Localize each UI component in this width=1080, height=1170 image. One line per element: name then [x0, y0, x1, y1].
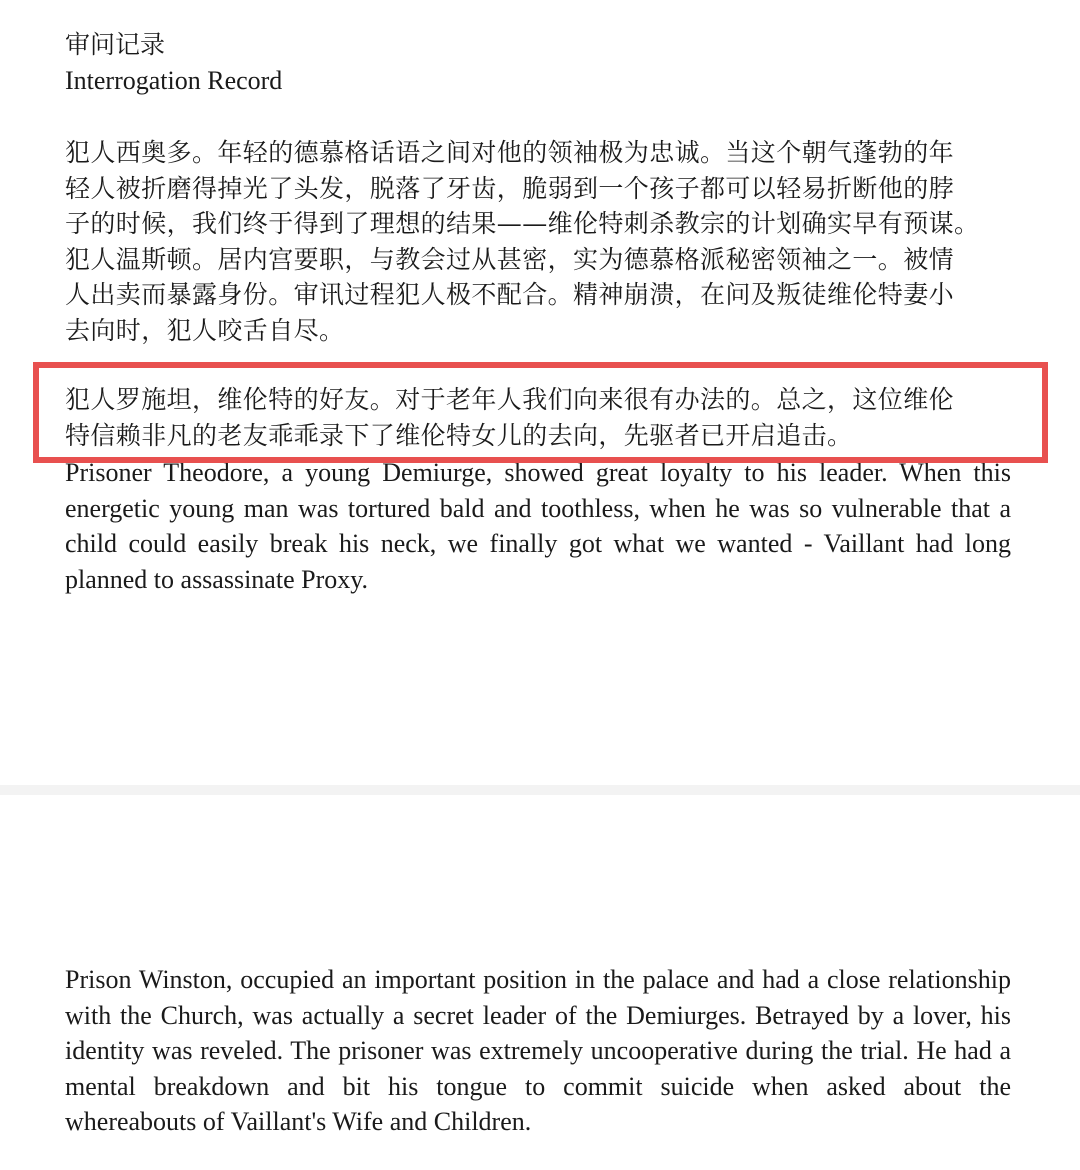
chinese-line: 犯人西奥多。年轻的德慕格话语之间对他的领袖极为忠诚。当这个朝气蓬勃的年: [65, 138, 955, 167]
title-chinese: 审问记录: [65, 30, 166, 59]
red-highlight-box: [33, 362, 1048, 463]
chinese-line: 犯人罗施坦，维伦特的好友。对于老年人我们向来很有办法的。总之，这位维伦: [65, 385, 955, 414]
chinese-paragraph-1: [65, 135, 1025, 348]
chinese-line: 子的时候，我们终于得到了理想的结果——维伦特刺杀教宗的计划确实早有预谋。: [65, 209, 980, 238]
chinese-line: 去向时，犯人咬舌自尽。: [65, 315, 345, 345]
title-english: Interrogation Record: [65, 66, 283, 95]
english-paragraph-winston: Prison Winston, occupied an important position in the palace and had a close relationship with the Church, was actually a secret leader of the Demiurges. Betrayed by a lover, his identity was reveled. The prisoner was extremely uncooperative during the trial. He had a mental breakdown and bit his tongue to commit suicide when asked about the whereabouts of Vaillant's Wife and Children.: [65, 965, 1011, 1136]
chinese-line: 人出卖而暴露身份。审讯过程犯人极不配合。精神崩溃，在问及叛徒维伦特妻小: [65, 280, 955, 309]
chinese-line: 轻人被折磨得掉光了头发，脱落了牙齿，脆弱到一个孩子都可以轻易折断他的脖: [65, 173, 955, 203]
page-divider: [0, 785, 1080, 795]
chinese-line: 犯人温斯顿。居内宫要职，与教会过从甚密，实为德慕格派秘密领袖之一。被情: [65, 244, 955, 274]
chinese-line: 特信赖非凡的老友乖乖录下了维伦特女儿的去向，先驱者已开启追击。: [65, 420, 853, 450]
english-paragraph-theodore: Prisoner Theodore, a young Demiurge, showed great loyalty to his leader. When this energetic young man was tortured bald and toothless, when he was so vulnerable that a child could easily break his neck, we finally got what we wanted - Vaillant had long planned to assassinate Proxy.: [65, 458, 1011, 594]
